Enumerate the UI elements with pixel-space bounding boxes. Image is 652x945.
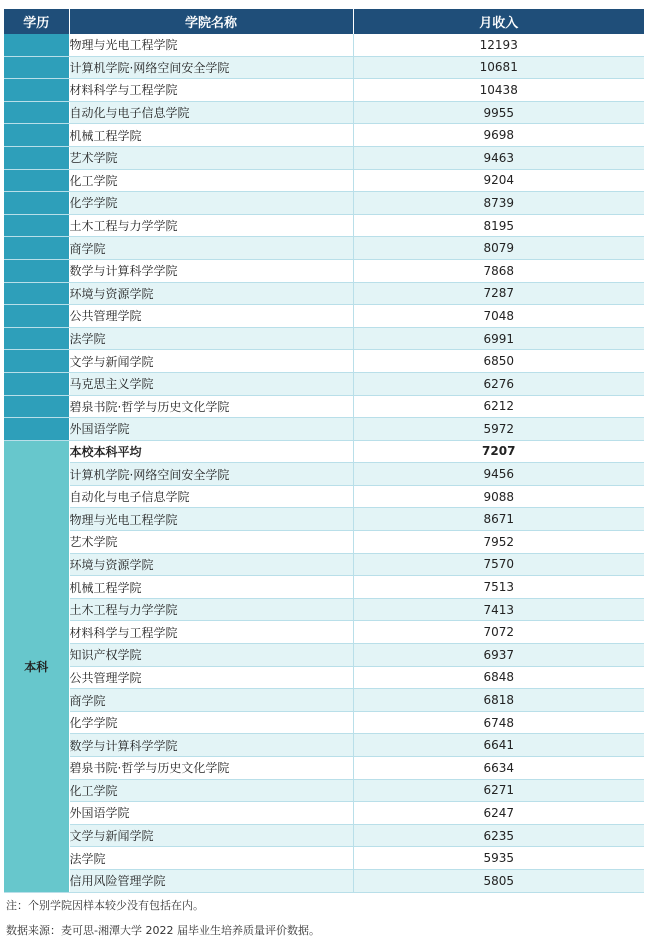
table-row	[4, 372, 644, 395]
table-row	[4, 214, 644, 237]
table-row	[4, 666, 644, 689]
college-name-cell: 信用风险管理学院	[69, 869, 353, 892]
income-cell: 7048	[353, 305, 644, 328]
table-row	[4, 124, 644, 147]
table-row	[4, 757, 644, 780]
degree-cell	[4, 372, 69, 395]
college-name-cell: 文学与新闻学院	[69, 824, 353, 847]
income-cell: 6634	[353, 757, 644, 780]
college-name-cell: 公共管理学院	[69, 305, 353, 328]
income-cell: 7287	[353, 282, 644, 305]
table-row	[4, 598, 644, 621]
table-row	[4, 508, 644, 531]
income-cell: 7413	[353, 598, 644, 621]
table-row	[4, 689, 644, 712]
degree-cell	[4, 124, 69, 147]
income-cell: 7072	[353, 621, 644, 644]
degree-cell	[4, 327, 69, 350]
income-table	[4, 9, 644, 893]
income-cell: 12193	[353, 34, 644, 56]
income-cell: 6850	[353, 350, 644, 373]
table-row	[4, 237, 644, 260]
degree-cell-undergrad: 本科	[4, 440, 69, 892]
degree-cell	[4, 101, 69, 124]
college-name-cell: 化工学院	[69, 779, 353, 802]
income-cell: 9955	[353, 101, 644, 124]
income-cell: 6748	[353, 711, 644, 734]
income-cell: 6991	[353, 327, 644, 350]
table-row	[4, 621, 644, 644]
income-cell: 9088	[353, 485, 644, 508]
income-cell: 6818	[353, 689, 644, 712]
income-cell: 7207	[353, 440, 644, 463]
degree-cell	[4, 214, 69, 237]
college-name-cell: 外国语学院	[69, 418, 353, 441]
degree-cell	[4, 34, 69, 56]
income-cell: 9698	[353, 124, 644, 147]
table-row	[4, 56, 644, 79]
table-row	[4, 802, 644, 825]
degree-cell	[4, 237, 69, 260]
income-cell: 9456	[353, 463, 644, 486]
table-row	[4, 711, 644, 734]
college-name-cell: 法学院	[69, 847, 353, 870]
header-degree: 学历	[4, 9, 69, 34]
degree-cell	[4, 418, 69, 441]
degree-cell	[4, 395, 69, 418]
college-name-cell: 自动化与电子信息学院	[69, 485, 353, 508]
table-row	[4, 734, 644, 757]
table-row	[4, 350, 644, 373]
table-row	[4, 101, 644, 124]
income-cell: 7868	[353, 259, 644, 282]
college-name-cell: 自动化与电子信息学院	[69, 101, 353, 124]
income-cell: 7570	[353, 553, 644, 576]
degree-cell	[4, 259, 69, 282]
college-name-cell: 化学学院	[69, 192, 353, 215]
table-row	[4, 644, 644, 667]
college-name-cell: 化学学院	[69, 711, 353, 734]
income-cell: 6937	[353, 644, 644, 667]
income-cell: 8739	[353, 192, 644, 215]
college-name-cell: 物理与光电工程学院	[69, 34, 353, 56]
college-name-cell: 土木工程与力学学院	[69, 214, 353, 237]
income-cell: 6247	[353, 802, 644, 825]
income-cell: 6212	[353, 395, 644, 418]
income-cell: 9463	[353, 146, 644, 169]
college-name-cell: 文学与新闻学院	[69, 350, 353, 373]
table-row	[4, 779, 644, 802]
college-name-cell: 计算机学院·网络空间安全学院	[69, 463, 353, 486]
income-cell: 9204	[353, 169, 644, 192]
college-name-cell: 碧泉书院·哲学与历史文化学院	[69, 395, 353, 418]
college-name-cell: 物理与光电工程学院	[69, 508, 353, 531]
table-row	[4, 553, 644, 576]
table-row	[4, 282, 644, 305]
header-income: 月收入	[353, 9, 644, 34]
table-row	[4, 418, 644, 441]
income-cell: 7513	[353, 576, 644, 599]
degree-cell	[4, 350, 69, 373]
income-cell: 10438	[353, 79, 644, 102]
college-name-cell: 商学院	[69, 689, 353, 712]
table-row	[4, 576, 644, 599]
college-name-cell: 材料科学与工程学院	[69, 79, 353, 102]
college-name-cell: 碧泉书院·哲学与历史文化学院	[69, 757, 353, 780]
table-row	[4, 169, 644, 192]
income-cell: 6848	[353, 666, 644, 689]
income-cell: 5805	[353, 869, 644, 892]
degree-cell	[4, 56, 69, 79]
college-name-cell: 法学院	[69, 327, 353, 350]
college-name-cell: 知识产权学院	[69, 644, 353, 667]
degree-cell	[4, 79, 69, 102]
college-name-cell: 计算机学院·网络空间安全学院	[69, 56, 353, 79]
header-college: 学院名称	[69, 9, 353, 34]
income-cell: 10681	[353, 56, 644, 79]
college-name-cell: 数学与计算科学学院	[69, 734, 353, 757]
table-row	[4, 34, 644, 56]
table-row	[4, 847, 644, 870]
table-row	[4, 192, 644, 215]
income-cell: 6641	[353, 734, 644, 757]
table-row	[4, 395, 644, 418]
table-row	[4, 305, 644, 328]
table-note: 注：个别学院因样本较少没有包括在内。	[6, 899, 204, 912]
income-cell: 8671	[353, 508, 644, 531]
table-body	[4, 34, 644, 892]
data-source: 数据来源：麦可思-湘潭大学 2022 届毕业生培养质量评价数据。	[6, 924, 320, 937]
table-row	[4, 146, 644, 169]
income-cell: 5972	[353, 418, 644, 441]
table-row	[4, 259, 644, 282]
table-row	[4, 824, 644, 847]
college-name-cell: 机械工程学院	[69, 576, 353, 599]
college-name-cell: 环境与资源学院	[69, 282, 353, 305]
degree-cell	[4, 169, 69, 192]
college-name-cell: 马克思主义学院	[69, 372, 353, 395]
table-row	[4, 485, 644, 508]
income-cell: 6235	[353, 824, 644, 847]
degree-cell	[4, 282, 69, 305]
college-name-cell: 材料科学与工程学院	[69, 621, 353, 644]
college-name-cell: 化工学院	[69, 169, 353, 192]
college-name-cell: 机械工程学院	[69, 124, 353, 147]
degree-cell	[4, 305, 69, 328]
college-name-cell: 艺术学院	[69, 531, 353, 554]
table-header-row	[4, 9, 644, 34]
table-row	[4, 463, 644, 486]
table-row	[4, 440, 644, 463]
income-cell: 5935	[353, 847, 644, 870]
table-row	[4, 531, 644, 554]
college-name-cell: 外国语学院	[69, 802, 353, 825]
degree-cell	[4, 146, 69, 169]
income-cell: 7952	[353, 531, 644, 554]
college-name-cell: 土木工程与力学学院	[69, 598, 353, 621]
college-name-cell: 艺术学院	[69, 146, 353, 169]
table-row	[4, 869, 644, 892]
income-cell: 6271	[353, 779, 644, 802]
college-name-cell: 公共管理学院	[69, 666, 353, 689]
table-row	[4, 327, 644, 350]
degree-cell	[4, 192, 69, 215]
college-name-cell: 本校本科平均	[69, 440, 353, 463]
college-name-cell: 商学院	[69, 237, 353, 260]
table-row	[4, 79, 644, 102]
college-name-cell: 数学与计算科学学院	[69, 259, 353, 282]
income-cell: 8079	[353, 237, 644, 260]
college-name-cell: 环境与资源学院	[69, 553, 353, 576]
income-cell: 8195	[353, 214, 644, 237]
income-cell: 6276	[353, 372, 644, 395]
